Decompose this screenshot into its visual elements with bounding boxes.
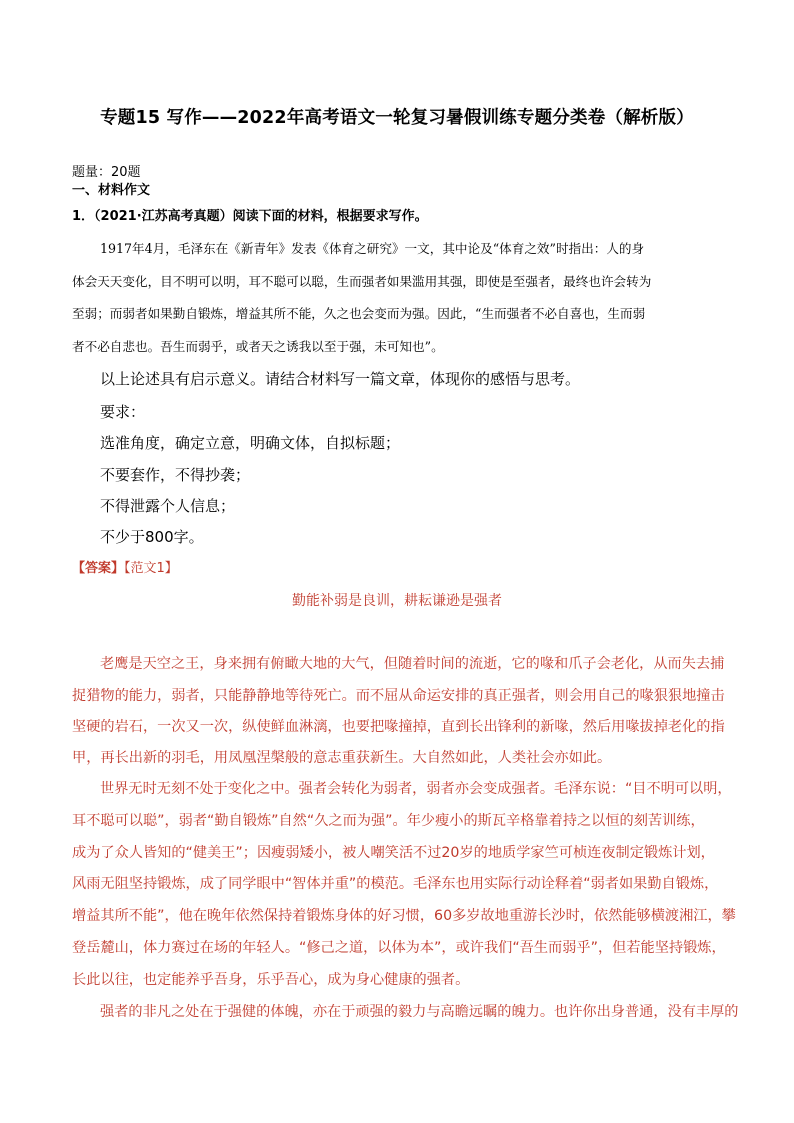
requirement-line: 不要套作，不得抄袭； bbox=[100, 466, 251, 484]
essay-line: 登岳麓山，体力赛过在场的年轻人。“修己之道，以体为本”，或许我们“吾生而弱乎”，但若能坚持锻炼， bbox=[72, 940, 726, 956]
essay-line: 耳不聪可以聪”，弱者“勤自锻炼”自然“久之而为强”。年少瘦小的斯瓦辛格靠着持之以恒的刻苦训练， bbox=[72, 813, 705, 829]
material-line: 者不必自悲也。吾生而弱乎，或者天之诱我以至于强，未可知也”。 bbox=[72, 339, 444, 354]
essay-title: 勤能补弱是良训，耕耘谦逊是强者 bbox=[292, 593, 502, 609]
question-count: 题量：20题 bbox=[72, 165, 141, 180]
material-line: 体会天天变化，目不明可以明，耳不聪可以聪，生而强者如果滥用其强，即使是至强者，最终也许会转为 bbox=[72, 274, 652, 289]
requirement-line: 选准角度，确定立意，明确文体，自拟标题； bbox=[100, 434, 401, 452]
material-line: 1917年4月，毛泽东在《新青年》发表《体育之研究》一文，其中论及“体育之效”时指出：人的身 bbox=[100, 241, 645, 256]
question-prompt: 1．（2021·江苏高考真题）阅读下面的材料，根据要求写作。 bbox=[72, 209, 428, 224]
essay-line: 坚硬的岩石，一次又一次，纵使鲜血淋漓，也要把喙撞掉，直到长出锋利的新喙，然后用喙拔掉老化的指 bbox=[72, 719, 725, 735]
requirement-line: 以上论述具有启示意义。请结合材料写一篇文章，体现你的感悟与思考。 bbox=[100, 370, 581, 388]
essay-line: 成为了众人皆知的“健美王”；因瘦弱矮小，被人嘲笑活不过20岁的地质学家竺可桢连夜制定锻炼计划， bbox=[72, 845, 715, 861]
essay-line: 捉猎物的能力，弱者，只能静静地等待死亡。而不屈从命运安排的真正强者，则会用自己的喙狠狠地撞击 bbox=[72, 688, 725, 704]
answer-label: 【答案】 bbox=[72, 561, 125, 576]
document-title: 专题15 写作——2022年高考语文一轮复习暑假训练专题分类卷（解析版） bbox=[100, 108, 694, 128]
section-heading: 一、材料作文 bbox=[72, 183, 151, 198]
requirement-line: 要求： bbox=[100, 403, 146, 421]
requirement-line: 不少于800字。 bbox=[100, 528, 204, 546]
essay-line: 长此以往，也定能养乎吾身，乐乎吾心，成为身心健康的强者。 bbox=[72, 972, 470, 988]
essay-line: 甲，再长出新的羽毛，用凤凰涅槃般的意志重获新生。大自然如此，人类社会亦如此。 bbox=[72, 750, 612, 766]
answer-header bbox=[72, 557, 178, 576]
sample-label: 【范文1】 bbox=[124, 561, 178, 576]
essay-line: 增益其所不能”，他在晚年依然保持着锻炼身体的好习惯，60多岁故地重游长沙时，依然能够横渡湘江，攀 bbox=[72, 908, 736, 924]
requirement-line: 不得泄露个人信息； bbox=[100, 497, 236, 515]
material-line: 至弱；而弱者如果勤自锻炼，增益其所不能，久之也会变而为强。因此，“生而强者不必自喜也，生而弱 bbox=[72, 306, 646, 321]
essay-line: 强者的非凡之处在于强健的体魄，亦在于顽强的毅力与高瞻远瞩的魄力。也许你出身普通，没有丰厚的 bbox=[100, 1004, 739, 1020]
essay-line: 老鹰是天空之王，身来拥有俯瞰大地的大气，但随着时间的流逝，它的喙和爪子会老化，从而失去捕 bbox=[100, 656, 725, 672]
essay-line: 世界无时无刻不处于变化之中。强者会转化为弱者，弱者亦会变成强者。毛泽东说：“目不明可以明， bbox=[100, 781, 732, 797]
essay-line: 风雨无阻坚持锻炼，成了同学眼中“智体并重”的模范。毛泽东也用实际行动诠释着“弱者如果勤自锻炼， bbox=[72, 876, 719, 892]
